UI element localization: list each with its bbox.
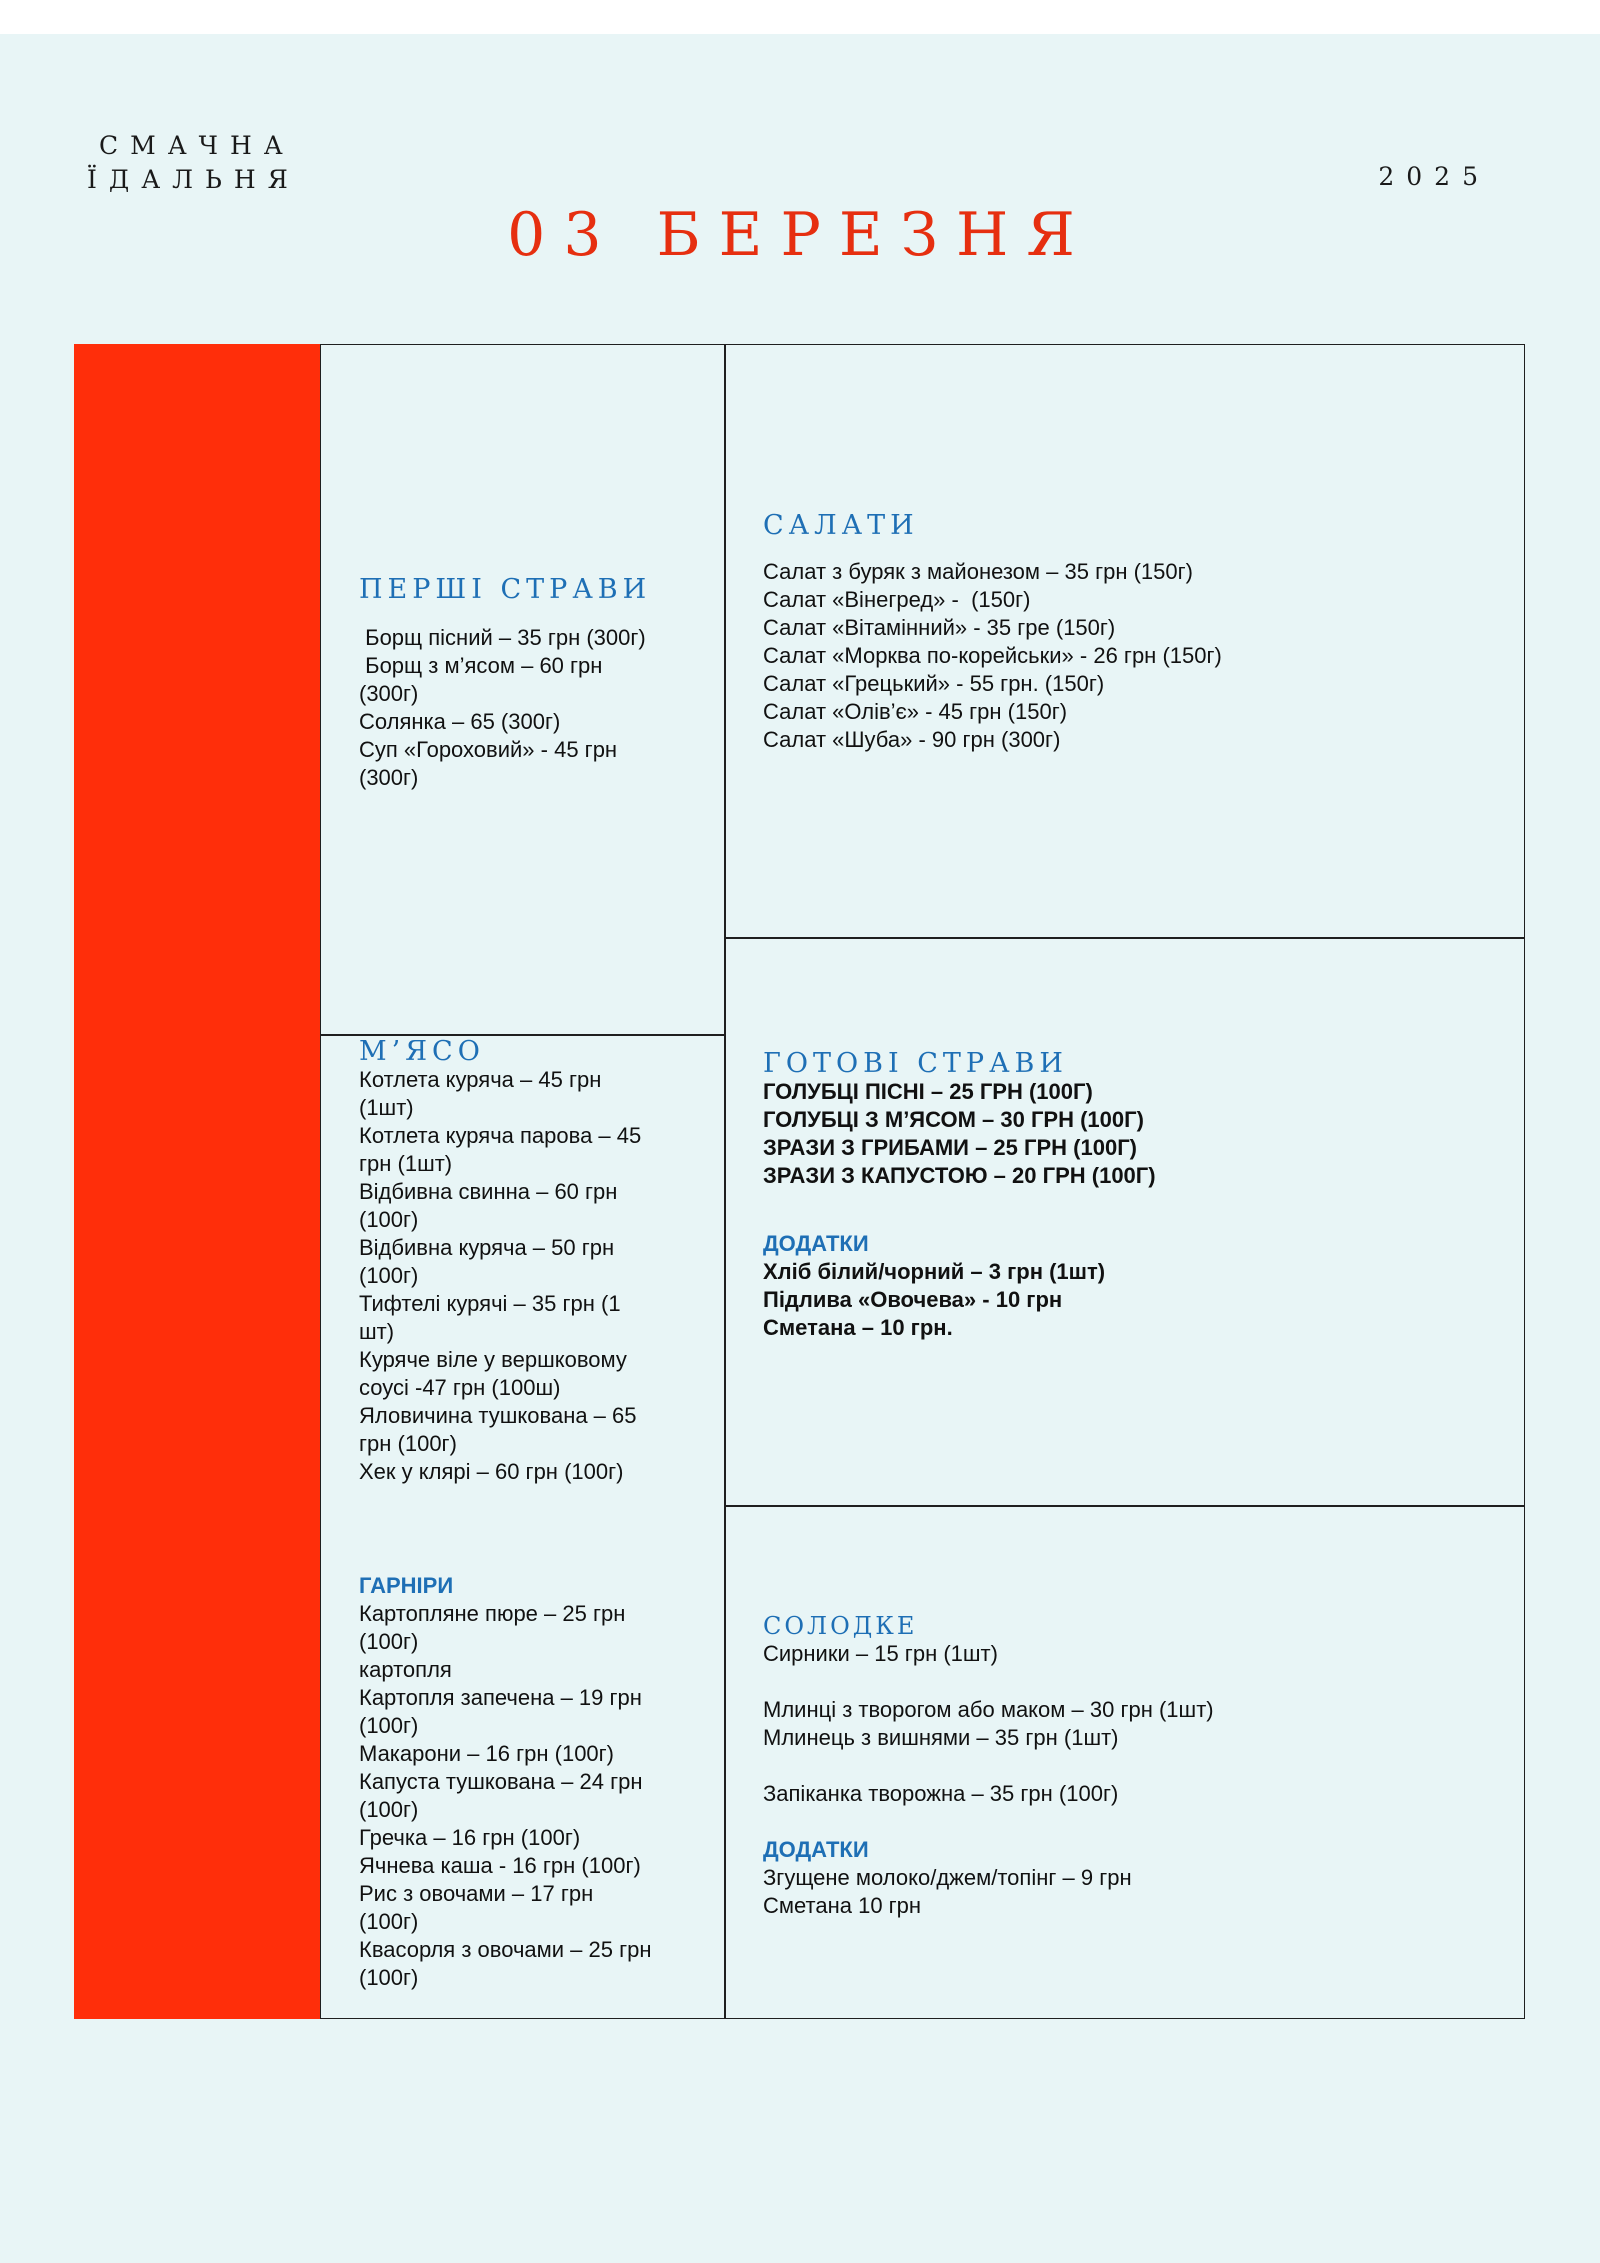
menu-grid (74, 344, 1525, 2019)
list-item: Млинець з вишнями – 35 грн (1шт) (763, 1725, 1119, 1750)
list-item: (100г) (359, 1797, 419, 1822)
menu-date-title: 03 БЕРЕЗНЯ (507, 200, 1093, 270)
list-item: Сметана 10 грн (763, 1893, 922, 1918)
list-item: Салат «Олів’є» - 45 грн (150г) (763, 699, 1068, 724)
brand-name (87, 129, 300, 197)
list-item: Капуста тушкована – 24 грн (359, 1769, 643, 1794)
sides-title: ГАРНІРИ (359, 1573, 454, 1598)
list-item: Салат з буряк з майонезом – 35 грн (150г) (763, 559, 1193, 584)
list-item: Борщ пісний – 35 грн (300г) (359, 625, 646, 650)
list-item: (100г) (359, 1263, 419, 1288)
list-item: Квасорля з овочами – 25 грн (359, 1937, 652, 1962)
list-item: Борщ з м’ясом – 60 грн (359, 653, 603, 678)
list-item: Салат «Грецький» - 55 грн. (150г) (763, 671, 1105, 696)
list-item: (100г) (359, 1713, 419, 1738)
list-item: ЗРАЗИ З КАПУСТОЮ – 20 ГРН (100Г) (763, 1163, 1156, 1188)
list-item: (300г) (359, 681, 419, 706)
salads-section (763, 512, 1503, 754)
list-item: грн (1шт) (359, 1151, 453, 1176)
first-courses-title: ПЕРШІ СТРАВИ (359, 574, 652, 605)
first-courses-section (359, 576, 719, 792)
ready-extras-title: ДОДАТКИ (763, 1231, 869, 1256)
list-item: ГОЛУБЦІ ПІСНІ – 25 ГРН (100Г) (763, 1079, 1093, 1104)
year-label: 2025 (1378, 162, 1490, 191)
salads-list (763, 558, 1503, 754)
sweets-extras-title: ДОДАТКИ (763, 1837, 869, 1862)
meat-section (359, 1038, 719, 1486)
list-item: Макарони – 16 грн (100г) (359, 1741, 615, 1766)
list-item: картопля (359, 1657, 452, 1682)
list-item: Відбивна куряча – 50 грн (359, 1235, 615, 1260)
ready-extras-list (763, 1258, 1503, 1342)
list-item: Згущене молоко/джем/топінг – 9 грн (763, 1865, 1132, 1890)
list-item: Сметана – 10 грн. (763, 1315, 953, 1340)
list-item: Солянка – 65 (300г) (359, 709, 561, 734)
ready-dishes-section (763, 1050, 1503, 1342)
sweets-list (763, 1640, 1503, 1836)
sides-list (359, 1600, 719, 1992)
list-item: Хек у клярі – 60 грн (100г) (359, 1459, 624, 1484)
list-item: (100г) (359, 1207, 419, 1232)
list-item: ЗРАЗИ З ГРИБАМИ – 25 ГРН (100Г) (763, 1135, 1137, 1160)
list-item: Котлета куряча парова – 45 (359, 1123, 642, 1148)
list-item: Відбивна свинна – 60 грн (359, 1179, 618, 1204)
list-item: грн (100г) (359, 1431, 457, 1456)
first-courses-list (359, 624, 719, 792)
brand-line-2: ЇДАЛЬНЯ (87, 165, 300, 194)
red-accent-bar (74, 344, 320, 2019)
list-item: Суп «Гороховий» - 45 грн (359, 737, 618, 762)
list-item: Сирники – 15 грн (1шт) (763, 1641, 998, 1666)
brand-line-1: СМАЧНА (99, 131, 295, 160)
salads-title: САЛАТИ (763, 510, 919, 541)
list-item: Салат «Вінегред» - (150г) (763, 587, 1031, 612)
list-item: Запіканка творожна – 35 грн (100г) (763, 1781, 1119, 1806)
list-item: Салат «Шуба» - 90 грн (300г) (763, 727, 1061, 752)
list-item: Картопля запечена – 19 грн (359, 1685, 642, 1710)
list-item: Куряче віле у вершковому (359, 1347, 627, 1372)
list-item: Салат «Морква по-корейськи» - 26 грн (150г) (763, 643, 1222, 668)
list-item: (300г) (359, 765, 419, 790)
list-item: Яловичина тушкована – 65 (359, 1403, 637, 1428)
list-item: Картопляне пюре – 25 грн (359, 1601, 626, 1626)
list-item: (100г) (359, 1909, 419, 1934)
list-item: (100г) (359, 1629, 419, 1654)
list-item: Млинці з творогом або маком – 30 грн (1шт) (763, 1697, 1214, 1722)
list-item: Ячнева каша - 16 грн (100г) (359, 1853, 641, 1878)
list-item: шт) (359, 1319, 395, 1344)
list-item: ГОЛУБЦІ З М’ЯСОМ – 30 ГРН (100Г) (763, 1107, 1144, 1132)
meat-list (359, 1066, 719, 1486)
list-item: соусі -47 грн (100ш) (359, 1375, 561, 1400)
list-item: (100г) (359, 1965, 419, 1990)
sides-section (359, 1572, 719, 1992)
sweets-section (763, 1612, 1503, 1920)
ready-dishes-list (763, 1078, 1503, 1190)
sweets-extras-list (763, 1864, 1503, 1920)
list-item: (1шт) (359, 1095, 414, 1120)
list-item: Хліб білий/чорний – 3 грн (1шт) (763, 1259, 1106, 1284)
list-item: Рис з овочами – 17 грн (359, 1881, 594, 1906)
list-item: Підлива «Овочева» - 10 грн (763, 1287, 1063, 1312)
ready-dishes-title: ГОТОВІ СТРАВИ (763, 1048, 1068, 1079)
list-item: Тифтелі курячі – 35 грн (1 (359, 1291, 621, 1316)
meat-title: М’ЯСО (359, 1036, 485, 1067)
list-item: Салат «Вітамінний» - 35 гре (150г) (763, 615, 1116, 640)
list-item: Гречка – 16 грн (100г) (359, 1825, 581, 1850)
sweets-title: СОЛОДКЕ (763, 1612, 918, 1640)
list-item: Котлета куряча – 45 грн (359, 1067, 602, 1092)
